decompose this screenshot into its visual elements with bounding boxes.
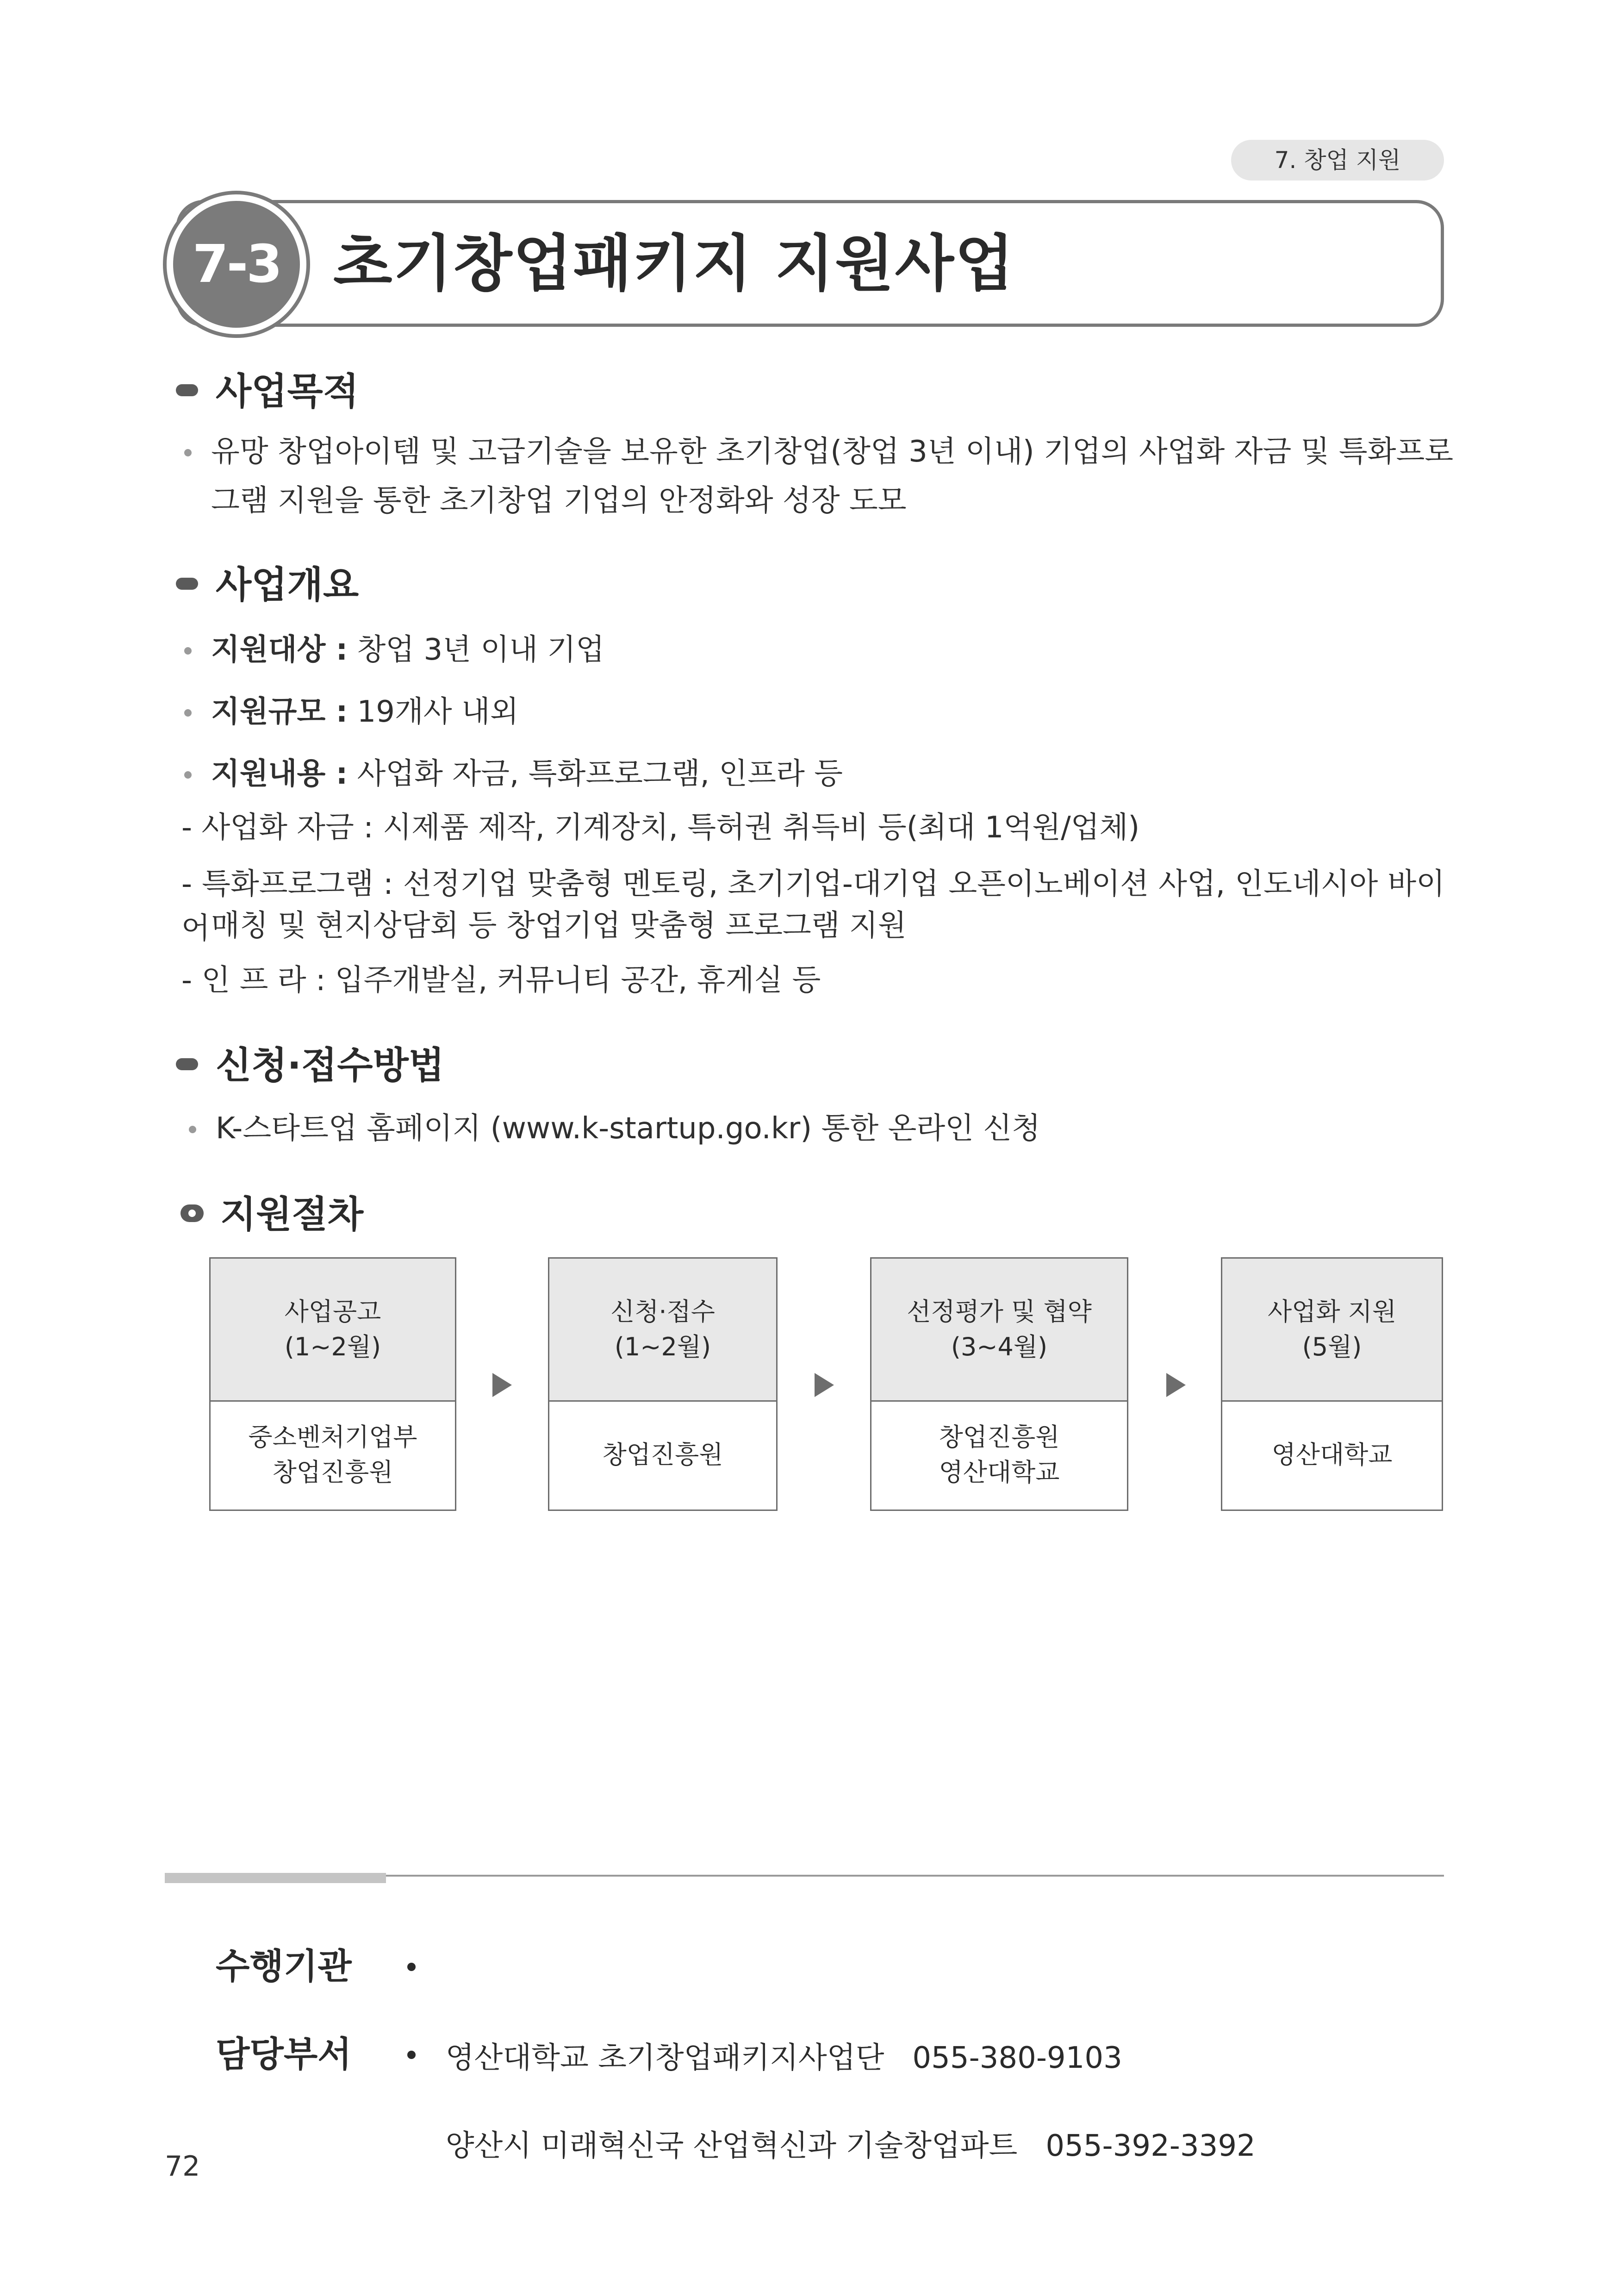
process-step-1 [209, 1257, 456, 1511]
arrow-right-icon [1166, 1373, 1186, 1397]
page-number: 72 [165, 2150, 200, 2183]
step-title: 사업화 지원 [1268, 1297, 1396, 1326]
bullet-dot-icon [184, 449, 192, 456]
step-organizations [1222, 1400, 1442, 1510]
step-org: 창업진흥원 [272, 1458, 393, 1487]
bullet-dot-icon [407, 2051, 416, 2059]
overview-sub-program-1: - 특화프로그램 : 선정기업 맞춤형 멘토링, 초기기업-대기업 오픈이노베이션 사업, 인도네시아 바이어 [181, 867, 1445, 946]
step-header [1222, 1259, 1442, 1402]
process-step-4 [1221, 1257, 1443, 1511]
chapter-label: 7. 창업 지원 [1231, 140, 1444, 181]
section-heading-process [220, 1192, 363, 1238]
step-header [871, 1259, 1127, 1402]
overview-scale: 지원규모 : 19개사 내외 [211, 690, 519, 734]
step-organizations [871, 1400, 1127, 1510]
footer-dept-value: 양산시 미래혁신국 산업혁신과 기술창업파트 055-392-3392 [427, 2030, 1256, 2169]
overview-sub-funding: - 사업화 자금 : 시제품 제작, 기계장치, 특허권 취득비 등(최대 1억원/업체) [181, 811, 1140, 845]
step-header [211, 1259, 455, 1402]
section-heading-apply [216, 1042, 444, 1089]
section-heading-text: 지원절차 [220, 1193, 364, 1236]
section-heading-text: 사업목적 [216, 370, 359, 413]
section-number-badge: 7-3 [173, 201, 300, 328]
step-organizations [549, 1400, 776, 1510]
heading-bullet-icon [180, 1204, 204, 1222]
bullet-dot-icon [184, 771, 192, 779]
purpose-line-1: 유망 창업아이템 및 고급기술을 보유한 초기창업(창업 3년 이내) 기업의 사업화 자금 및 특화프로 [211, 430, 1453, 474]
process-step-3 [870, 1257, 1128, 1511]
bullet-dot-icon [184, 647, 192, 655]
step-org: 창업진흥원 [939, 1423, 1060, 1452]
page-title: 초기창업패키지 지원사업 [333, 228, 1015, 299]
bullet-dot-icon [184, 709, 192, 717]
step-title: 신청·접수 [610, 1297, 715, 1326]
footer-divider-accent [165, 1873, 386, 1883]
step-title: 사업공고 [284, 1297, 381, 1326]
step-header [549, 1259, 776, 1402]
heading-bullet-icon [176, 1058, 198, 1070]
section-heading-purpose [216, 368, 359, 415]
process-step-2 [548, 1257, 778, 1511]
step-period: (5월) [1302, 1332, 1362, 1361]
section-heading-overview [216, 562, 359, 608]
overview-target: 지원대상 : 창업 3년 이내 기업 [211, 628, 604, 672]
footer-agency-value: 영산대학교 초기창업패키지사업단 055-380-9103 [427, 1942, 1122, 2081]
apply-line: K-스타트업 홈페이지 (www.k-startup.go.kr) 통한 온라인 신청 [216, 1106, 1040, 1151]
footer-dept-label: 담당부서 [216, 2034, 352, 2075]
step-period: (3~4월) [951, 1332, 1048, 1361]
arrow-right-icon [815, 1373, 834, 1397]
overview-content: 지원내용 : 사업화 자금, 특화프로그램, 인프라 등 [211, 752, 843, 796]
footer-agency-label: 수행기관 [216, 1946, 352, 1987]
step-title: 선정평가 및 협약 [907, 1297, 1092, 1326]
step-period: (1~2월) [614, 1332, 711, 1361]
step-org: 영산대학교 [939, 1458, 1060, 1487]
heading-bullet-icon [176, 384, 198, 396]
step-organizations [211, 1400, 455, 1510]
purpose-line-2: 그램 지원을 통한 초기창업 기업의 안정화와 성장 도모 [211, 484, 907, 518]
step-period: (1~2월) [284, 1332, 381, 1361]
step-org: 중소벤처기업부 [248, 1423, 417, 1452]
bullet-dot-icon [189, 1126, 196, 1133]
overview-sub-infra: - 인 프 라 : 입주개발실, 커뮤니티 공간, 휴게실 등 [181, 963, 821, 998]
step-org: 영산대학교 [1271, 1440, 1393, 1469]
arrow-right-icon [492, 1373, 512, 1397]
overview-sub-program-2: 매칭 및 현지상담회 등 창업기업 맞춤형 프로그램 지원 [211, 909, 907, 943]
section-heading-text: 신청·접수방법 [216, 1044, 445, 1087]
section-heading-text: 사업개요 [216, 563, 359, 606]
bullet-dot-icon [407, 1963, 416, 1971]
step-org: 창업진흥원 [602, 1440, 723, 1469]
heading-bullet-icon [176, 578, 198, 590]
